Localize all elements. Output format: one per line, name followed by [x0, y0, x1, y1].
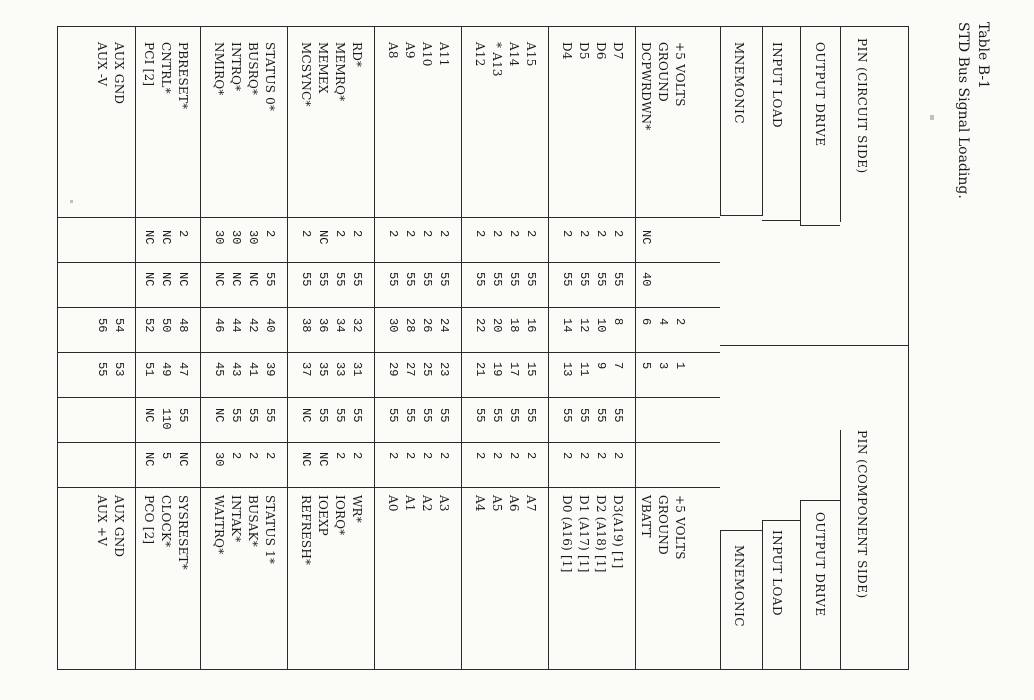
pin-circuit-cell: 56 [95, 318, 109, 333]
pin-component-cell: 17 [507, 362, 521, 377]
pin-circuit-cell: 2 [673, 318, 687, 326]
input-load-component-cell: 5 [159, 452, 173, 460]
output-drive-component-cell: NC [299, 408, 313, 423]
pin-component-cell: 3 [656, 362, 670, 370]
pin-component-cell: 5 [639, 362, 653, 370]
output-drive-circuit-cell: NC [246, 272, 260, 287]
table-title: STD Bus Signal Loading. [955, 22, 971, 199]
mnemonic-circuit-cell: CNTRL* [159, 42, 173, 94]
mnemonic-circuit-cell: MEMEX [316, 42, 330, 94]
header-divider-mnemonic-component [720, 530, 721, 670]
input-load-component-cell: 2 [420, 452, 434, 460]
mnemonic-circuit-cell: AUX -V [95, 42, 109, 87]
pin-component-cell: 47 [176, 362, 190, 377]
output-drive-circuit-cell: 55 [594, 272, 608, 287]
output-drive-circuit-cell: 55 [263, 272, 277, 287]
output-drive-component-cell: 55 [524, 408, 538, 423]
input-load-circuit-cell: 2 [524, 230, 538, 238]
output-drive-component-cell: 110 [159, 408, 173, 430]
input-load-circuit-cell: 2 [594, 230, 608, 238]
mnemonic-circuit-cell: DCPWRDWN* [639, 42, 653, 131]
input-load-component-cell: 2 [524, 452, 538, 460]
pin-circuit-cell: 44 [229, 318, 243, 333]
mnemonic-component-cell: BUSAK* [246, 495, 260, 547]
mnemonic-circuit-cell: STATUS 0* [263, 42, 277, 112]
table-border-bottom [57, 669, 909, 670]
mnemonic-circuit-cell: INTRQ* [229, 42, 243, 92]
output-drive-circuit-cell: 55 [524, 272, 538, 287]
input-load-component-cell: 2 [263, 452, 277, 460]
input-load-component-cell: 2 [594, 452, 608, 460]
output-drive-circuit-cell: NC [142, 272, 156, 287]
pin-circuit-cell: 30 [386, 318, 400, 333]
pin-component-cell: 15 [524, 362, 538, 377]
input-load-circuit-cell: 30 [246, 230, 260, 245]
mnemonic-component-cell: AUX GND [112, 495, 126, 558]
input-load-component-cell: NC [299, 452, 313, 467]
output-drive-component-cell: 55 [594, 408, 608, 423]
mnemonic-circuit-cell: A9 [403, 42, 417, 59]
mnemonic-component-cell: IORQ* [333, 495, 347, 536]
input-load-component-cell: 2 [560, 452, 574, 460]
output-drive-component-cell: 55 [473, 408, 487, 423]
output-drive-component-cell: 55 [316, 408, 330, 423]
mnemonic-component-cell: WAITRQ* [212, 495, 226, 555]
header-over-pin-component [720, 345, 909, 346]
pin-component-cell: 41 [246, 362, 260, 377]
input-load-circuit-cell: NC [159, 230, 173, 245]
group-line-control-a [287, 26, 288, 670]
pin-component-cell: 7 [611, 362, 625, 370]
output-drive-component-cell: NC [142, 408, 156, 423]
pin-circuit-cell: 14 [560, 318, 574, 333]
pin-circuit-cell: 26 [420, 318, 434, 333]
pin-component-cell: 35 [316, 362, 330, 377]
pin-component-cell: 9 [594, 362, 608, 370]
output-drive-component-cell: 55 [437, 408, 451, 423]
pin-component-cell: 33 [333, 362, 347, 377]
input-load-circuit-cell: 2 [386, 230, 400, 238]
group-line-power-data [635, 26, 636, 670]
col-line-in-out-circuit [57, 262, 720, 263]
header-pin-circuit-side: PIN (CIRCUIT SIDE) [855, 38, 869, 174]
mnemonic-circuit-cell: MEMRQ* [333, 42, 347, 102]
header-mnemonic-circuit: MNEMONIC [732, 42, 746, 125]
col-line-pin-out-component [57, 397, 720, 398]
input-load-component-cell: NC [142, 452, 156, 467]
mnemonic-circuit-cell: AUX GND [112, 42, 126, 105]
header-over-output-component [800, 500, 840, 501]
header-input-load-circuit: INPUT LOAD [770, 42, 784, 129]
mnemonic-component-cell: A3 [437, 495, 451, 512]
mnemonic-circuit-cell: A8 [386, 42, 400, 59]
output-drive-circuit-cell: 55 [386, 272, 400, 287]
input-load-component-cell: 2 [611, 452, 625, 460]
header-divider-output-circuit [800, 26, 801, 226]
header-over-input-component [762, 520, 800, 521]
pin-circuit-cell: 12 [577, 318, 591, 333]
input-load-component-cell: 2 [490, 452, 504, 460]
input-load-circuit-cell: 2 [560, 230, 574, 238]
pin-component-cell: 29 [386, 362, 400, 377]
header-over-mnemonic-component [720, 530, 762, 531]
col-line-mnem-in-circuit [57, 217, 720, 218]
output-drive-circuit-cell: 55 [350, 272, 364, 287]
pin-component-cell: 31 [350, 362, 364, 377]
pin-circuit-cell: 6 [639, 318, 653, 326]
mnemonic-circuit-cell: MCSYNC* [299, 42, 313, 107]
pin-circuit-cell: 4 [656, 318, 670, 326]
output-drive-circuit-cell: 55 [490, 272, 504, 287]
header-divider-pin-circuit [840, 26, 841, 222]
pin-circuit-cell: 42 [246, 318, 260, 333]
output-drive-component-cell: 55 [507, 408, 521, 423]
header-divider-input-circuit [762, 26, 763, 216]
input-load-circuit-cell: 2 [577, 230, 591, 238]
mnemonic-circuit-cell: A11 [437, 42, 451, 67]
pin-circuit-cell: 38 [299, 318, 313, 333]
col-line-out-pin-circuit [57, 307, 720, 308]
mnemonic-component-cell: D2 (A18) [1] [594, 495, 608, 573]
col-line-pin-divider [57, 352, 720, 353]
input-load-circuit-cell: 2 [473, 230, 487, 238]
output-drive-component-cell: 55 [350, 408, 364, 423]
mnemonic-circuit-cell: D5 [577, 42, 591, 60]
input-load-circuit-cell: 2 [333, 230, 347, 238]
col-line-out-in-component [57, 442, 720, 443]
mnemonic-component-cell: GROUND [656, 495, 670, 555]
pin-component-cell: 13 [560, 362, 574, 377]
pin-circuit-cell: 32 [350, 318, 364, 333]
input-load-component-cell: 2 [386, 452, 400, 460]
header-output-drive-circuit: OUTPUT DRIVE [813, 42, 827, 147]
pin-component-cell: 53 [112, 362, 126, 377]
pin-circuit-cell: 10 [594, 318, 608, 333]
header-mnemonic-component: MNEMONIC [732, 545, 746, 628]
output-drive-component-cell: 55 [333, 408, 347, 423]
output-drive-component-cell: 55 [246, 408, 260, 423]
pin-circuit-cell: 8 [611, 318, 625, 326]
output-drive-component-cell: 55 [420, 408, 434, 423]
output-drive-component-cell: 55 [176, 408, 190, 423]
input-load-circuit-cell: 2 [350, 230, 364, 238]
output-drive-circuit-cell: 55 [473, 272, 487, 287]
pin-circuit-cell: 48 [176, 318, 190, 333]
input-load-circuit-cell: 30 [212, 230, 226, 245]
output-drive-circuit-cell: 55 [560, 272, 574, 287]
mnemonic-component-cell: D0 (A16) [1] [560, 495, 574, 573]
mnemonic-circuit-cell: PCI [2] [142, 42, 156, 87]
pin-component-cell: 49 [159, 362, 173, 377]
mnemonic-circuit-cell: * A13 [490, 42, 504, 77]
pin-component-cell: 11 [577, 362, 591, 377]
group-line-addr-high [461, 26, 462, 670]
input-load-circuit-cell: 30 [229, 230, 243, 245]
output-drive-circuit-cell: NC [229, 272, 243, 287]
header-pin-component-side: PIN (COMPONENT SIDE) [855, 430, 869, 599]
mnemonic-component-cell: REFRESH* [299, 495, 313, 566]
output-drive-component-cell: 55 [386, 408, 400, 423]
mnemonic-component-cell: D3(A19) [1] [611, 495, 625, 569]
input-load-component-cell: 30 [212, 452, 226, 467]
input-load-component-cell: 2 [577, 452, 591, 460]
output-drive-component-cell: 55 [263, 408, 277, 423]
pin-circuit-cell: 40 [263, 318, 277, 333]
pin-component-cell: 55 [95, 362, 109, 377]
input-load-circuit-cell: 2 [490, 230, 504, 238]
pin-circuit-cell: 46 [212, 318, 226, 333]
output-drive-component-cell: 55 [577, 408, 591, 423]
pin-component-cell: 51 [142, 362, 156, 377]
scan-speck [930, 115, 934, 120]
mnemonic-circuit-cell: +5 VOLTS [673, 42, 687, 107]
pin-circuit-cell: 36 [316, 318, 330, 333]
pin-component-cell: 21 [473, 362, 487, 377]
pin-circuit-cell: 50 [159, 318, 173, 333]
output-drive-circuit-cell: 55 [316, 272, 330, 287]
pin-component-cell: 27 [403, 362, 417, 377]
output-drive-component-cell: 55 [403, 408, 417, 423]
output-drive-component-cell: 55 [611, 408, 625, 423]
pin-circuit-cell: 24 [437, 318, 451, 333]
output-drive-circuit-cell: 55 [507, 272, 521, 287]
mnemonic-component-cell: A7 [524, 495, 538, 512]
input-load-component-cell: 2 [437, 452, 451, 460]
input-load-circuit-cell: 2 [263, 230, 277, 238]
mnemonic-component-cell: A6 [507, 495, 521, 512]
pin-component-cell: 23 [437, 362, 451, 377]
table-border-top [57, 26, 909, 27]
pin-circuit-cell: 28 [403, 318, 417, 333]
pin-circuit-cell: 22 [473, 318, 487, 333]
mnemonic-circuit-cell: D4 [560, 42, 574, 60]
input-load-circuit-cell: 2 [507, 230, 521, 238]
header-divider-pin-component [840, 430, 841, 670]
input-load-circuit-cell: 2 [403, 230, 417, 238]
output-drive-circuit-cell: NC [159, 272, 173, 287]
pin-component-cell: 19 [490, 362, 504, 377]
mnemonic-component-cell: A4 [473, 495, 487, 512]
mnemonic-component-cell: STATUS 1* [263, 495, 277, 565]
input-load-component-cell: 2 [333, 452, 347, 460]
output-drive-component-cell: 55 [229, 408, 243, 423]
mnemonic-component-cell: A2 [420, 495, 434, 512]
input-load-circuit-cell: 2 [299, 230, 313, 238]
header-under-output [800, 225, 840, 226]
mnemonic-component-cell: +5 VOLTS [673, 495, 687, 560]
col-line-in-mnem-component [57, 487, 720, 488]
pin-component-cell: 37 [299, 362, 313, 377]
header-under-mnemonic [720, 215, 762, 216]
table-number: Table B-1 [975, 22, 991, 89]
input-load-circuit-cell: NC [316, 230, 330, 245]
header-output-drive-component: OUTPUT DRIVE [813, 512, 827, 617]
input-load-component-cell: 2 [229, 452, 243, 460]
input-load-circuit-cell: 2 [437, 230, 451, 238]
mnemonic-circuit-cell: PBRESET* [176, 42, 190, 110]
mnemonic-component-cell: PCO [2] [142, 495, 156, 545]
input-load-circuit-cell: NC [142, 230, 156, 245]
mnemonic-component-cell: WR* [350, 495, 364, 523]
mnemonic-circuit-cell: A15 [524, 42, 538, 67]
mnemonic-circuit-cell: D6 [594, 42, 608, 60]
header-under-input [762, 220, 800, 221]
output-drive-circuit-cell: 55 [611, 272, 625, 287]
mnemonic-component-cell: CLOCK* [159, 495, 173, 548]
input-load-circuit-cell: 2 [420, 230, 434, 238]
input-load-circuit-cell: 2 [176, 230, 190, 238]
scan-speck [70, 200, 73, 203]
mnemonic-circuit-cell: GROUND [656, 42, 670, 102]
mnemonic-circuit-cell: A14 [507, 42, 521, 67]
pin-circuit-cell: 54 [112, 318, 126, 333]
mnemonic-component-cell: A5 [490, 495, 504, 512]
output-drive-circuit-cell: NC [212, 272, 226, 287]
input-load-component-cell: 2 [246, 452, 260, 460]
group-line-control-b [200, 26, 201, 670]
output-drive-circuit-cell: 40 [639, 272, 653, 287]
pin-component-cell: 43 [229, 362, 243, 377]
input-load-component-cell: NC [316, 452, 330, 467]
mnemonic-circuit-cell: A12 [473, 42, 487, 67]
pin-circuit-cell: 16 [524, 318, 538, 333]
pin-circuit-cell: 52 [142, 318, 156, 333]
input-load-component-cell: 2 [507, 452, 521, 460]
input-load-component-cell: 2 [403, 452, 417, 460]
mnemonic-component-cell: SYSRESET* [176, 495, 190, 570]
output-drive-circuit-cell: 55 [333, 272, 347, 287]
pin-component-cell: 1 [673, 362, 687, 370]
mnemonic-circuit-cell: BUSRQ* [246, 42, 260, 96]
group-line-addr-low [374, 26, 375, 670]
mnemonic-circuit-cell: D7 [611, 42, 625, 60]
header-input-load-component: INPUT LOAD [770, 530, 784, 617]
input-load-circuit-cell: 2 [611, 230, 625, 238]
mnemonic-component-cell: D1 (A17) [1] [577, 495, 591, 573]
input-load-circuit-cell: NC [639, 230, 653, 245]
mnemonic-circuit-cell: A10 [420, 42, 434, 67]
output-drive-circuit-cell: 55 [403, 272, 417, 287]
mnemonic-circuit-cell: RD* [350, 42, 364, 68]
group-line-control-c [135, 26, 136, 670]
output-drive-component-cell: 55 [560, 408, 574, 423]
output-drive-circuit-cell: 55 [420, 272, 434, 287]
header-divider-output-component [800, 500, 801, 670]
pin-component-cell: 45 [212, 362, 226, 377]
mnemonic-component-cell: A1 [403, 495, 417, 512]
input-load-component-cell: NC [176, 452, 190, 467]
header-divider-mnemonic-circuit [720, 26, 721, 216]
group-line-data-addr [548, 26, 549, 670]
output-drive-circuit-cell: 55 [299, 272, 313, 287]
mnemonic-circuit-cell: NMIRQ* [212, 42, 226, 96]
pin-component-cell: 25 [420, 362, 434, 377]
mnemonic-component-cell: A0 [386, 495, 400, 512]
header-divider-input-component [762, 520, 763, 670]
mnemonic-component-cell: IOEXP [316, 495, 330, 536]
mnemonic-component-cell: INTAK* [229, 495, 243, 543]
output-drive-circuit-cell: NC [176, 272, 190, 287]
output-drive-component-cell: 55 [490, 408, 504, 423]
pin-circuit-cell: 34 [333, 318, 347, 333]
input-load-component-cell: 2 [350, 452, 364, 460]
pin-circuit-cell: 20 [490, 318, 504, 333]
table-border-left [57, 26, 58, 670]
output-drive-circuit-cell: 55 [437, 272, 451, 287]
input-load-component-cell: 2 [473, 452, 487, 460]
output-drive-component-cell: NC [212, 408, 226, 423]
table-border-right [908, 26, 909, 670]
mnemonic-component-cell: AUX +V [95, 495, 109, 547]
pin-component-cell: 39 [263, 362, 277, 377]
output-drive-circuit-cell: 55 [577, 272, 591, 287]
pin-circuit-cell: 18 [507, 318, 521, 333]
mnemonic-component-cell: VBATT [639, 495, 653, 538]
